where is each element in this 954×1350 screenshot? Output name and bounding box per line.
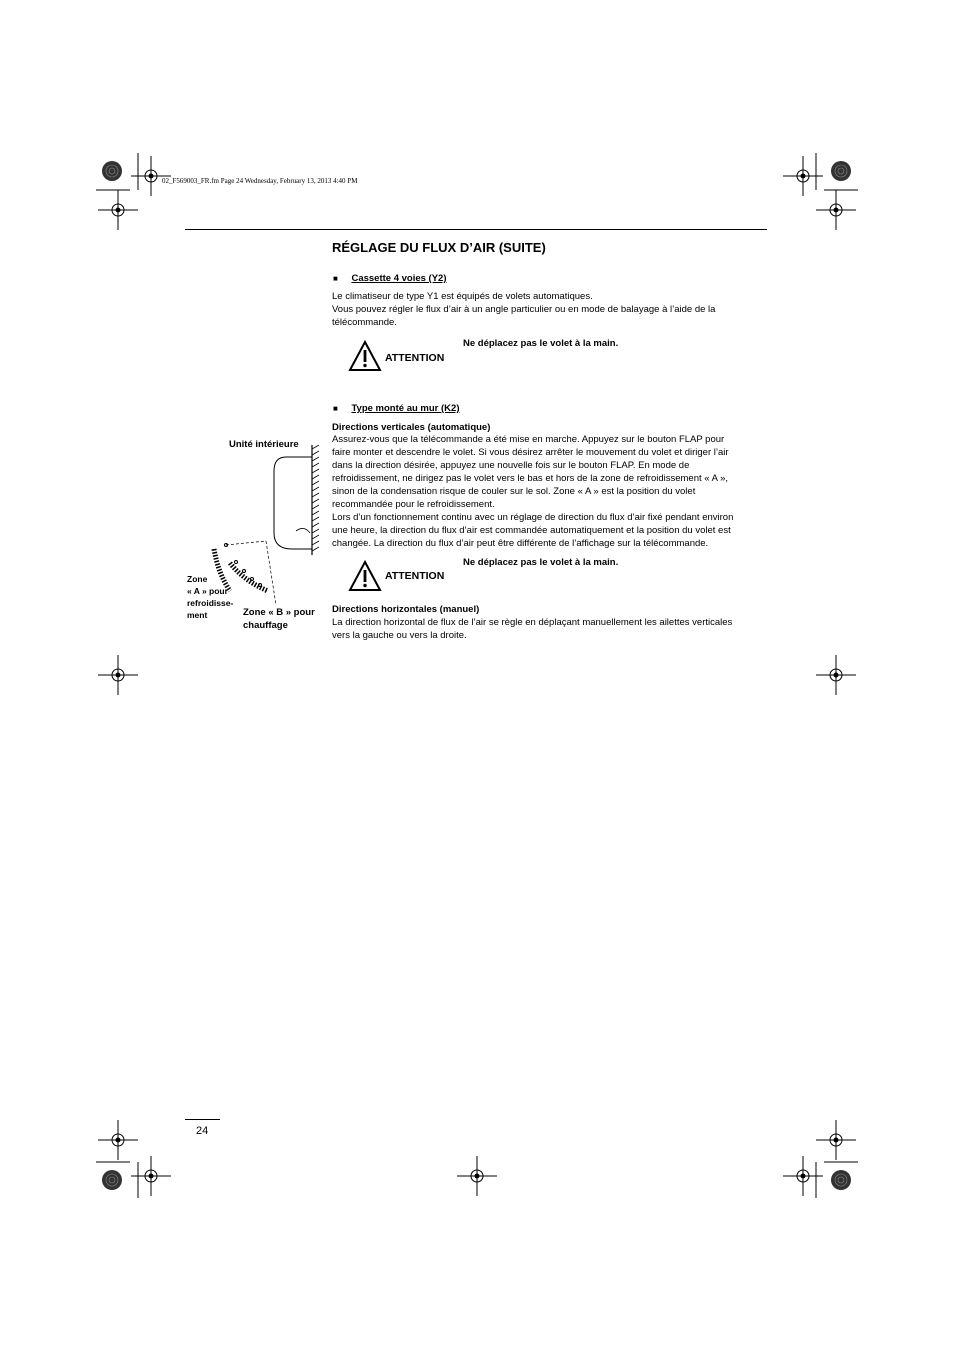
label-line: refroidisse- <box>187 598 234 608</box>
warning-message: Ne déplacez pas le volet à la main. <box>463 338 619 349</box>
attention-label: ATTENTION <box>385 570 445 582</box>
text-line: La direction horizontal de flux de l’air se règle en déplaçant manuellement les ailettes verticales <box>332 617 733 628</box>
vertical-text <box>332 433 762 550</box>
text-line: vers la gauche ou vers la droite. <box>332 630 467 641</box>
zone-b-label <box>243 606 315 632</box>
label-line: chauffage <box>243 620 288 631</box>
section-title: RÉGLAGE DU FLUX D’AIR (SUITE) <box>332 240 546 255</box>
square-bullet-icon: ■ <box>333 404 338 413</box>
text-line: dans la direction désirée, appuyez une nouvelle fois sur le bouton FLAP. En mode de <box>332 460 690 471</box>
text-line: une heure, la direction du flux d’air est commandée automatiquement et la position du volet est <box>332 525 731 536</box>
text-line: sinon de la condensation risque de couler sur le sol. Zone « A » est la position du volet <box>332 486 696 497</box>
wall-heading <box>333 398 459 416</box>
warning-triangle-icon <box>348 340 382 372</box>
text-line: changée. La direction du flux d’air peut être différente de l’affichage sur la télécommande. <box>332 538 709 549</box>
text-line: Vous pouvez régler le flux d’air à un angle particulier ou en mode de balayage à l’aide de la <box>332 304 716 315</box>
page-number-rule <box>185 1119 220 1120</box>
wall-heading-text: Type monté au mur (K2) <box>351 403 460 414</box>
text-line: Assurez-vous que la télécommande a été mise en marche. Appuyez sur le bouton FLAP pour <box>332 434 725 445</box>
label-line: ment <box>187 610 208 620</box>
label-line: Zone <box>187 574 208 584</box>
text-line: Lors d’un fonctionnement continu avec un réglage de direction du flux d’air fixé pendant environ <box>332 512 734 523</box>
top-rule <box>185 229 767 230</box>
cassette-heading <box>333 268 447 286</box>
vertical-heading: Directions verticales (automatique) <box>332 422 491 433</box>
text-line: Le climatiseur de type Y1 est équipés de volets automatiques. <box>332 291 593 302</box>
label-line: Zone « B » pour <box>243 607 315 618</box>
zone-a-label <box>187 573 233 621</box>
page-number: 24 <box>196 1125 209 1137</box>
label-line: « A » pour <box>187 586 228 596</box>
text-line: recommandée pour le refroidissement. <box>332 499 495 510</box>
warning-message: Ne déplacez pas le volet à la main. <box>463 557 619 568</box>
horizontal-text <box>332 616 762 642</box>
file-info-header: 02_F569003_FR.fm Page 24 Wednesday, February 13, 2013 4:40 PM <box>162 177 358 185</box>
warning-triangle-icon <box>348 560 382 592</box>
text-line: faire monter et descendre le volet. Si vous désirez arrêter le mouvement du volet et diriger l’air <box>332 447 729 458</box>
cassette-text <box>332 290 762 329</box>
horizontal-heading: Directions horizontales (manuel) <box>332 604 480 615</box>
cassette-heading-text: Cassette 4 voies (Y2) <box>351 273 447 284</box>
indoor-unit-label: Unité intérieure <box>229 439 299 450</box>
text-line: télécommande. <box>332 317 397 328</box>
text-line: refroidissement, ne dirigez pas le volet vers le bas et hors de la zone de refroidissement « A », <box>332 473 729 484</box>
square-bullet-icon: ■ <box>333 274 338 283</box>
attention-label: ATTENTION <box>385 352 445 364</box>
